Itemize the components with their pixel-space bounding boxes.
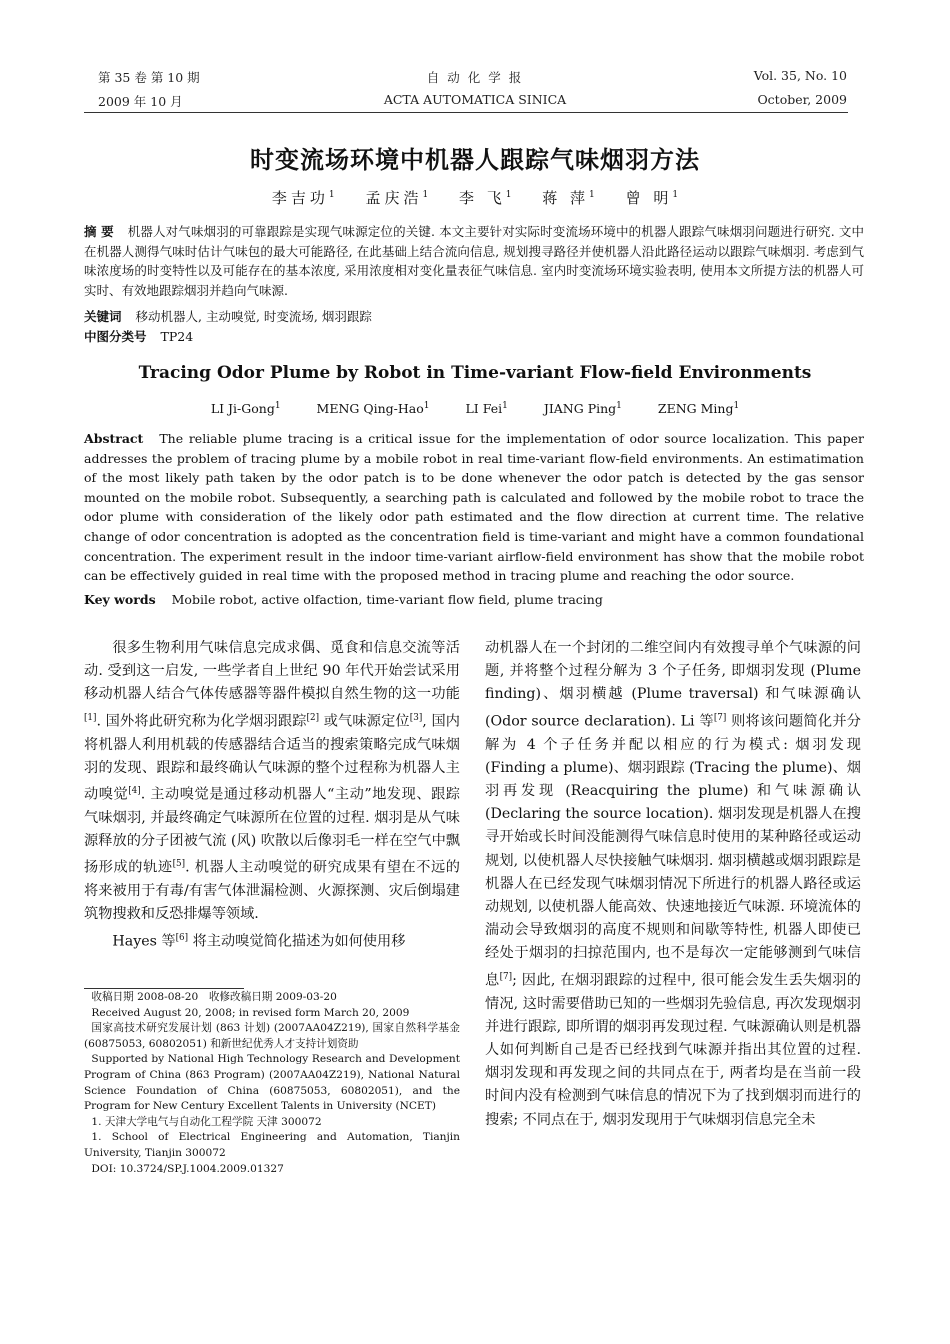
keywords-en-text: Mobile robot, active olfaction, time-variant flow field, plume tracing — [171, 592, 603, 607]
abstract-zh — [84, 222, 864, 300]
author-list-zh — [0, 187, 950, 208]
abstract-en — [84, 429, 864, 586]
citation[interactable]: [7] — [713, 712, 727, 723]
author-zh: 孟庆浩$^1$ — [365, 189, 429, 207]
classification-zh-label: 中图分类号 — [84, 329, 147, 344]
author-en: ZENG Ming$^1$ — [657, 401, 740, 417]
footnote-funding-en: Supported by National High Technology Research and Development Program of China (863 Program) (2007AA04Z219), National Natural Science Foundation of China (60875053, 60802051), and the Program for New Century Excellent Talents in University (NCET) — [84, 1053, 460, 1113]
footnotes — [84, 990, 460, 1177]
abstract-zh-text: 机器人对气味烟羽的可靠跟踪是实现气味源定位的关键. 本文主要针对实际时变流场环境中的机器人跟踪气味烟羽问题进行研究. 文中在机器人测得气味时估计气味包的最大可能路径, 在此基础上结合流向信息, 规划搜寻路径并使机器人沿此路径运动以跟踪气味烟羽. 考虑到气味浓度场的时变特性以及可能存在的基本浓度, 采用浓度相对变化量表征气味信息. 室内时变流场环境实验表明, 使用本文所提方法的机器人可实时、有效地跟踪烟羽并趋向气味源. — [84, 224, 864, 298]
body-paragraph: 很多生物利用气味信息完成求偶、觅食和信息交流等活动. 受到这一启发, 一些学者自上世纪 90 年代开始尝试采用移动机器人结合气体传感器等器件模拟自然生物的这一功能[1]. 国外将此研究称为化学烟羽跟踪[2] 或气味源定位[3], 国内将机器人利用机载的传感器结合适当的搜索策略完成气味烟羽的发现、跟踪和最终确认气味源的整个过程称为机器人主动嗅觉[4]. 主动嗅觉是通过移动机器人“主动”地发现、跟踪气味烟羽, 并最终确定气味源所在位置的过程. 烟羽是从气味源释放的分子团被气流 (风) 吹散以后像羽毛一样在空气中飘扬形成的轨迹[5]. 机器人主动嗅觉的研究成果有望在不远的将来被用于有毒/有害气体泄漏检测、火源探测、灾后倒塌建筑物搜救和反恐排爆等领域. — [84, 640, 460, 923]
header-journal-zh: 自 动 化 学 报 — [426, 70, 524, 85]
paper-title-en: Tracing Odor Plume by Robot in Time-variant Flow-field Environments — [138, 363, 812, 383]
header-date-en: October, 2009 — [757, 92, 847, 107]
keywords-zh-text: 移动机器人, 主动嗅觉, 时变流场, 烟羽跟踪 — [135, 309, 372, 324]
abstract-en-text: The reliable plume tracing is a critical issue for the implementation of odor source localization. This paper addresses the problem of tracing plume by a mobile robot in real time-variant flow-field environments. An estimatimation of the most likely path taken by the odor patch is to be done whenever the odor patch is detected by the gas sensor mounted on the mobile robot. Subsequently, a searching path is calculated and followed by the mobile robot to trace the odor plume with consideration of the likely odor path estimated and the flow direction at current time. The relative change of odor concentration is adopted as the concentration field is time-variant and might have a common foundational concentration. The experiment result in the indoor time-variant airflow-field environment has show that the mobile robot can be effectively guided in real time with the proposed method in tracing plume and reaching the odor source. — [84, 431, 864, 584]
header-volume-en: Vol. 35, No. 10 — [753, 68, 847, 83]
footnote-doi[interactable]: DOI: 10.3724/SP.J.1004.2009.01327 — [91, 1162, 284, 1175]
keywords-en — [84, 590, 864, 610]
citation[interactable]: [3] — [409, 712, 423, 723]
body-column-right — [485, 637, 861, 1132]
abstract-en-label: Abstract — [84, 431, 144, 446]
footnote-affiliation-en: 1. School of Electrical Engineering and Automation, Tianjin University, Tianjin 300072 — [84, 1131, 460, 1159]
keywords-zh — [84, 307, 864, 327]
citation[interactable]: [1] — [84, 712, 97, 723]
author-en: LI Fei$^1$ — [465, 401, 508, 417]
body-paragraph: 动机器人在一个封闭的二维空间内有效搜寻单个气味源的问题, 并将整个过程分解为 3 个子任务, 即烟羽发现 (Plume finding)、烟羽横越 (Plume traversal) 和气味源确认 (Odor source declaration). Li 等[7] 则将该问题简化并分解为 4 个子任务并配以相应的行为模式: 烟羽发现 (Finding a plume)、烟羽跟踪 (Tracing the plume)、烟羽再发现 (Reacquiring the plume) 和气味源确认 (Declaring the source location). 烟羽发现是机器人在搜寻开始或长时间没能测得气味信息时使用的某种路径或运动规划, 以使机器人尽快接触气味烟羽. 烟羽横越或烟羽跟踪是机器人在已经发现气味烟羽情况下所进行的机器人路径或运动规划, 以使机器人能高效、快速地接近气味源. 环境流体的湍动会导致烟羽的高度不规则和间歇等特性, 机器人即使已经处于烟羽的扫掠范围内, 也不是每次一定能够测到气味信息[7]; 因此, 在烟羽跟踪的过程中, 很可能会发生丢失烟羽的情况, 这时需要借助已知的一些烟羽先验信息, 再次发现烟羽并进行跟踪, 即所谓的烟羽再发现过程. 气味源确认则是机器人如何判断自己是否已经找到气味源并指出其位置的过程. 烟羽发现和再发现之间的共同点在于, 两者均是在当前一段时间内没有检测到气味信息的情况下为了找到烟羽而进行的搜索; 不同点在于, 烟羽发现用于气味烟羽信息完全未 — [485, 640, 861, 1128]
author-en: LI Ji-Gong$^1$ — [210, 401, 281, 417]
citation[interactable]: [6] — [175, 932, 189, 943]
header-divider — [84, 112, 848, 113]
footnote-received-zh: 收稿日期 2008-08-20 收修改稿日期 2009-03-20 — [91, 991, 337, 1003]
abstract-zh-label: 摘 要 — [84, 224, 114, 239]
footnote-divider — [84, 988, 244, 989]
header-volume-zh: 第 35 卷 第 10 期 — [98, 70, 200, 85]
footnote-funding-zh: 国家高技术研究发展计划 (863 计划) (2007AA04Z219), 国家自然科学基金 (60875053, 60802051) 和新世纪优秀人才支持计划资助 — [84, 1022, 460, 1050]
header-date-zh: 2009 年 10 月 — [98, 94, 183, 109]
author-en: JIANG Ping$^1$ — [543, 401, 622, 417]
author-en: MENG Qing-Hao$^1$ — [316, 401, 430, 417]
author-zh: 李吉功$^1$ — [271, 189, 335, 207]
keywords-zh-label: 关键词 — [84, 309, 122, 324]
footnote-affiliation-zh: 1. 天津大学电气与自动化工程学院 天津 300072 — [91, 1115, 322, 1128]
body-column-left — [84, 637, 460, 954]
citation[interactable]: [5] — [172, 859, 186, 870]
citation[interactable]: [2] — [306, 712, 320, 723]
footnote-received-en: Received August 20, 2008; in revised form March 20, 2009 — [91, 1006, 410, 1019]
header-journal-en: ACTA AUTOMATICA SINICA — [383, 92, 567, 107]
author-zh: 李 飞$^1$ — [458, 189, 512, 207]
citation[interactable]: [7] — [499, 971, 513, 982]
author-zh: 曾 明$^1$ — [625, 189, 679, 207]
body-paragraph: Hayes 等[6] 将主动嗅觉简化描述为如何使用移 — [112, 932, 406, 950]
keywords-en-label: Key words — [84, 592, 156, 607]
author-list-en — [0, 401, 950, 416]
paper-title-zh: 时变流场环境中机器人跟踪气味烟羽方法 — [250, 146, 700, 174]
citation[interactable]: [4] — [128, 785, 141, 796]
classification-zh — [84, 327, 864, 347]
author-zh: 蒋 萍$^1$ — [542, 189, 595, 207]
classification-zh-text: TP24 — [160, 329, 194, 344]
